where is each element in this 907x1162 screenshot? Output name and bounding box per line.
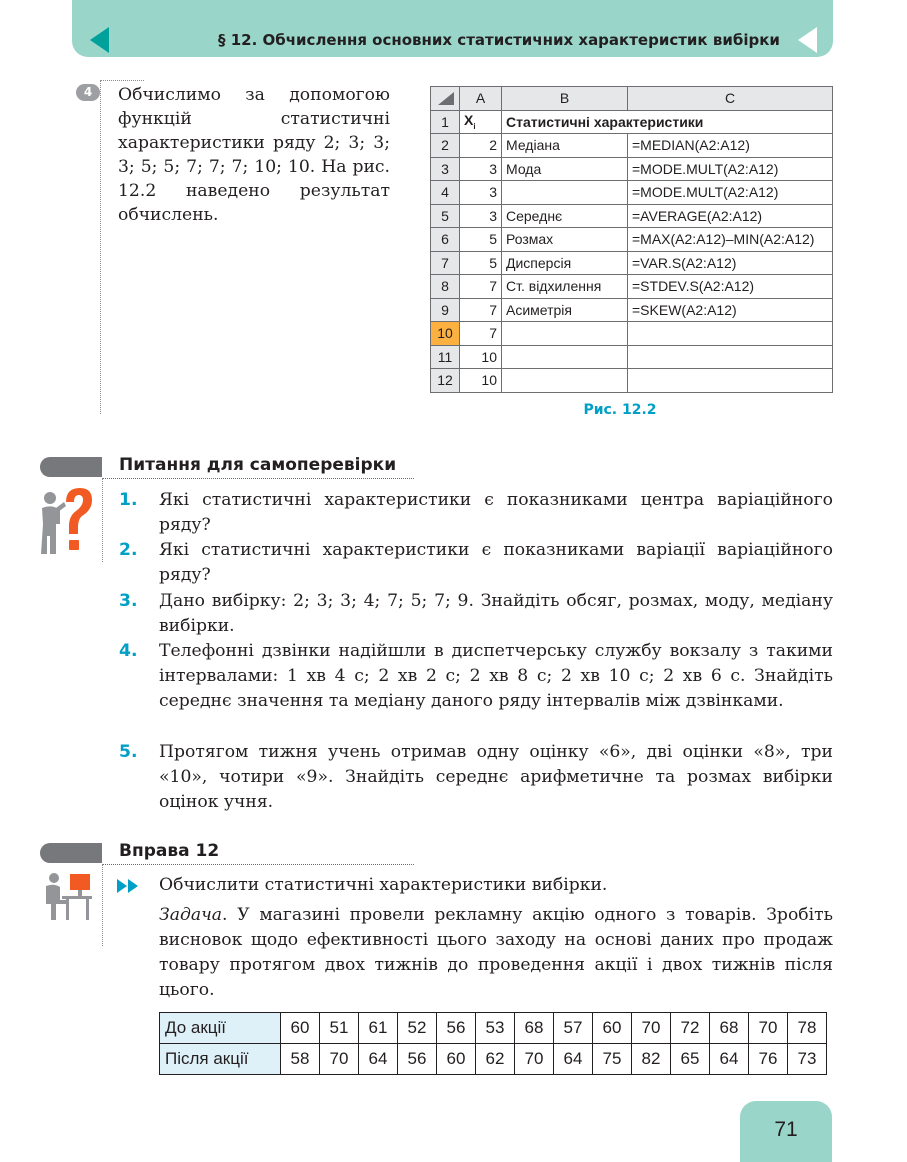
section-bar [40, 843, 102, 863]
question-number: 5. [119, 742, 138, 762]
table-cell: 53 [476, 1013, 515, 1044]
spreadsheet-row [431, 251, 833, 275]
row-header: 1 [431, 110, 460, 134]
table-cell: 70 [320, 1044, 359, 1075]
spreadsheet-row [431, 275, 833, 299]
cell-a: 7 [460, 298, 502, 322]
example-divider-v [100, 80, 101, 414]
table-cell: 60 [437, 1044, 476, 1075]
cell-a: 2 [460, 134, 502, 158]
cell-c [628, 369, 833, 393]
question-number: 2. [119, 540, 138, 560]
cell-a: 10 [460, 345, 502, 369]
question-1 [119, 488, 833, 538]
cell-a: 10 [460, 369, 502, 393]
table-cell: 64 [359, 1044, 398, 1075]
column-header-b: B [502, 87, 628, 111]
table-cell: 65 [671, 1044, 710, 1075]
table-cell: 70 [749, 1013, 788, 1044]
row-header: 5 [431, 204, 460, 228]
spreadsheet-row [431, 110, 833, 134]
row-header: 6 [431, 228, 460, 252]
cell-c: =STDEV.S(A2:A12) [628, 275, 833, 299]
cell-a: 3 [460, 204, 502, 228]
table-cell: 78 [788, 1013, 827, 1044]
cell-b: Мода [502, 157, 628, 181]
table-cell: 75 [593, 1044, 632, 1075]
cell-c: =AVERAGE(A2:A12) [628, 204, 833, 228]
cell-b: Ст. відхилення [502, 275, 628, 299]
table-cell: 70 [515, 1044, 554, 1075]
table-row-before [160, 1013, 827, 1044]
spreadsheet [430, 86, 833, 393]
table-cell: 70 [632, 1013, 671, 1044]
question-text: Протягом тижня учень отримав одну оцінку «6», дві оцінки «8», три «10», чотири «9». Знайдіть середнє арифметичне та розмах вибірки оцінок учня. [159, 742, 833, 812]
question-text: Які статистичні характеристики є показниками варіації варіаційного ряду? [159, 540, 833, 585]
double-arrow-icon [117, 879, 139, 893]
row-header: 2 [431, 134, 460, 158]
row-header: 12 [431, 369, 460, 393]
spreadsheet-row [431, 298, 833, 322]
cell-c: =VAR.S(A2:A12) [628, 251, 833, 275]
row-label: До акції [160, 1013, 281, 1044]
spreadsheet-row [431, 322, 833, 346]
row-header: 8 [431, 275, 460, 299]
section-title: § 12. Обчислення основних статистичних характеристик вибірки [218, 31, 780, 49]
row-header: 4 [431, 181, 460, 205]
question-figure-icon [38, 484, 94, 558]
cell-b [502, 181, 628, 205]
self-check-underline [102, 478, 414, 479]
table-cell: 61 [359, 1013, 398, 1044]
task-label: Задача [159, 905, 223, 925]
sales-table [159, 1012, 827, 1075]
row-header: 7 [431, 251, 460, 275]
cell-c: =MEDIAN(A2:A12) [628, 134, 833, 158]
table-cell: 82 [632, 1044, 671, 1075]
cell-b: Асиметрія [502, 298, 628, 322]
row-header: 3 [431, 157, 460, 181]
spreadsheet-row [431, 369, 833, 393]
section-bar [40, 457, 102, 477]
cell-a: 5 [460, 228, 502, 252]
exercise-title: Вправа 12 [119, 841, 220, 861]
table-cell: 60 [593, 1013, 632, 1044]
spreadsheet-header-row [431, 87, 833, 111]
table-cell: 76 [749, 1044, 788, 1075]
cell-a1: $X_i$ [460, 110, 502, 134]
spreadsheet-row [431, 345, 833, 369]
cell-a: 7 [460, 275, 502, 299]
page-number: 71 [774, 1118, 798, 1141]
self-check-title: Питання для самоперевірки [119, 455, 397, 475]
spreadsheet-row [431, 228, 833, 252]
cell-a: 3 [460, 181, 502, 205]
computer-user-icon [42, 870, 94, 922]
row-label: Після акції [160, 1044, 281, 1075]
question-number: 1. [119, 490, 138, 510]
cell-b1: Статистичні характеристики [502, 110, 833, 134]
table-cell: 51 [320, 1013, 359, 1044]
cell-b [502, 369, 628, 393]
exercise-divider [102, 864, 103, 946]
example-number-badge: 4 [76, 84, 100, 101]
cell-b: Розмах [502, 228, 628, 252]
cell-b [502, 345, 628, 369]
table-cell: 56 [398, 1044, 437, 1075]
question-number: 3. [119, 591, 138, 611]
table-cell: 57 [554, 1013, 593, 1044]
figure-caption: Рис. 12.2 [583, 402, 657, 418]
cell-a: 3 [460, 157, 502, 181]
self-check-divider [102, 478, 103, 562]
question-5 [119, 740, 833, 815]
column-header-a: A [460, 87, 502, 111]
table-cell: 62 [476, 1044, 515, 1075]
exercise-instruction: Обчислити статистичні характеристики вибірки. [159, 875, 608, 895]
right-arrow-icon [798, 27, 817, 53]
cell-c: =MODE.MULT(A2:A12) [628, 181, 833, 205]
corner-triangle-icon [435, 90, 455, 106]
row-header-selected: 10 [431, 322, 460, 346]
example-text: Обчислимо за допомогою функцій статистичні характеристики ряду 2; 3; 3; 3; 5; 5; 7; 7; 7; 10; 10. На рис. 12.2 наведено результат обчислень. [118, 85, 390, 225]
select-all-corner [431, 87, 460, 111]
spreadsheet-row [431, 204, 833, 228]
question-4 [119, 639, 833, 714]
left-arrow-icon [90, 27, 109, 53]
table-cell: 64 [710, 1044, 749, 1075]
example-divider-h [100, 80, 144, 81]
cell-b: Медіана [502, 134, 628, 158]
cell-a: 7 [460, 322, 502, 346]
table-row-after [160, 1044, 827, 1075]
table-cell: 52 [398, 1013, 437, 1044]
table-cell: 56 [437, 1013, 476, 1044]
spreadsheet-row [431, 134, 833, 158]
question-3 [119, 589, 833, 639]
table-cell: 72 [671, 1013, 710, 1044]
cell-c: =SKEW(A2:A12) [628, 298, 833, 322]
cell-c [628, 345, 833, 369]
table-cell: 60 [281, 1013, 320, 1044]
row-header: 9 [431, 298, 460, 322]
spreadsheet-row [431, 157, 833, 181]
cell-a: 5 [460, 251, 502, 275]
question-number: 4. [119, 641, 138, 661]
task-text: . У магазині провели рекламну акцію одного з товарів. Зробіть висновок щодо ефективності цього заходу на основі даних про продаж товару протягом двох тижнів до проведення акції і двох тижнів після цього. [159, 905, 833, 1000]
question-2 [119, 538, 833, 588]
cell-b: Дисперсія [502, 251, 628, 275]
column-header-c: C [628, 87, 833, 111]
cell-b [502, 322, 628, 346]
table-cell: 58 [281, 1044, 320, 1075]
cell-c: =MAX(A2:A12)–MIN(A2:A12) [628, 228, 833, 252]
question-text: Дано вибірку: 2; 3; 3; 4; 7; 5; 7; 9. Знайдіть обсяг, розмах, моду, медіану вибірки. [159, 591, 833, 636]
cell-b: Середнє [502, 204, 628, 228]
table-cell: 73 [788, 1044, 827, 1075]
question-text: Які статистичні характеристики є показниками центра варіаційного ряду? [159, 490, 833, 535]
exercise-task [159, 903, 833, 1003]
question-text: Телефонні дзвінки надійшли в диспетчерську службу вокзалу з такими інтервалами: 1 хв 4 с; 2 хв 2 с; 2 хв 8 с; 2 хв 10 с; 2 хв 6 с. Знайдіть середнє значення та медіану даного ряду інтервалів між дзвінками. [159, 641, 833, 711]
table-cell: 64 [554, 1044, 593, 1075]
cell-c: =MODE.MULT(A2:A12) [628, 157, 833, 181]
cell-c [628, 322, 833, 346]
exercise-underline [102, 864, 414, 865]
table-cell: 68 [710, 1013, 749, 1044]
spreadsheet-row [431, 181, 833, 205]
table-cell: 68 [515, 1013, 554, 1044]
row-header: 11 [431, 345, 460, 369]
